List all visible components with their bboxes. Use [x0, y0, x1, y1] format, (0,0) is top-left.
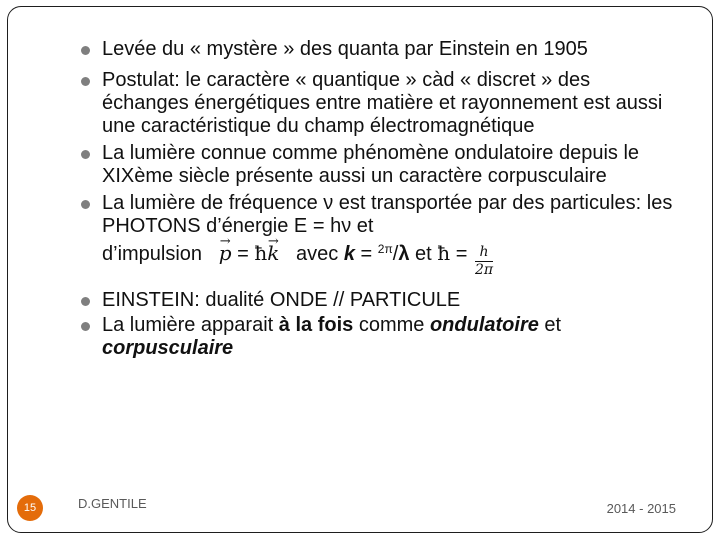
bold-text: à la fois	[278, 314, 354, 336]
bullet-text: Levée du « mystère » des quanta par Einstein en 1905	[102, 38, 588, 60]
bullet-item	[80, 142, 680, 188]
equals-sign: =	[360, 243, 373, 265]
two-pi: 2π	[377, 242, 393, 256]
vector-k: → k	[267, 242, 279, 265]
fraction-numerator: h	[475, 244, 493, 262]
footer-year-range: 2014 - 2015	[606, 501, 676, 516]
bullet-text: comme	[358, 314, 425, 336]
bullet-dot-icon	[81, 322, 90, 331]
lambda-symbol: λ	[398, 243, 410, 265]
vector-p: → p	[219, 242, 232, 265]
hbar-symbol: ħ	[254, 241, 268, 265]
fraction-denominator: 2π	[474, 262, 494, 278]
bullet-text: EINSTEIN: dualité ONDE // PARTICULE	[102, 289, 461, 311]
bold-italic-text: ondulatoire	[429, 314, 539, 336]
bullet-text: La lumière apparait	[102, 314, 274, 336]
bullet-dot-icon	[81, 77, 90, 86]
equals-sign: =	[237, 243, 249, 265]
page-number: 15	[23, 502, 37, 514]
bullet-text: et	[544, 314, 562, 336]
et-word: et	[415, 243, 432, 265]
bold-italic-text: corpusculaire	[102, 337, 234, 359]
bullet-text: La lumière de fréquence ν est transportée par des particules: les PHOTONS d’énergie E = hν et	[102, 192, 673, 237]
bullet-item	[80, 314, 680, 360]
page-number-badge	[17, 495, 43, 521]
bullet-dot-icon	[81, 46, 90, 55]
bullet-text: Postulat: le caractère « quantique » càd « discret » des échanges énergétiques entre matière et rayonnement est aussi une caractéristique du champ électromagnétique	[102, 69, 663, 137]
momentum-prefix: d’impulsion	[102, 243, 203, 265]
bullet-dot-icon	[81, 297, 90, 306]
bullet-dot-icon	[81, 150, 90, 159]
bullet-item	[80, 69, 680, 138]
footer-author: D.GENTILE	[78, 496, 147, 511]
bullet-item	[80, 38, 680, 61]
k-symbol: k	[343, 243, 355, 265]
bullet-text: La lumière connue comme phénomène ondulatoire depuis le XIXème siècle présente aussi un caractère corpusculaire	[102, 142, 640, 187]
avec-word: avec	[296, 243, 339, 265]
bullet-item	[80, 192, 680, 279]
fraction-h-over-2pi	[475, 244, 493, 279]
hbar-symbol: ħ	[437, 241, 451, 265]
bullet-dot-icon	[81, 200, 90, 209]
equals-sign: =	[455, 243, 468, 265]
slash: /	[392, 243, 399, 265]
bullet-item	[80, 289, 680, 312]
bullet-list	[80, 38, 680, 360]
